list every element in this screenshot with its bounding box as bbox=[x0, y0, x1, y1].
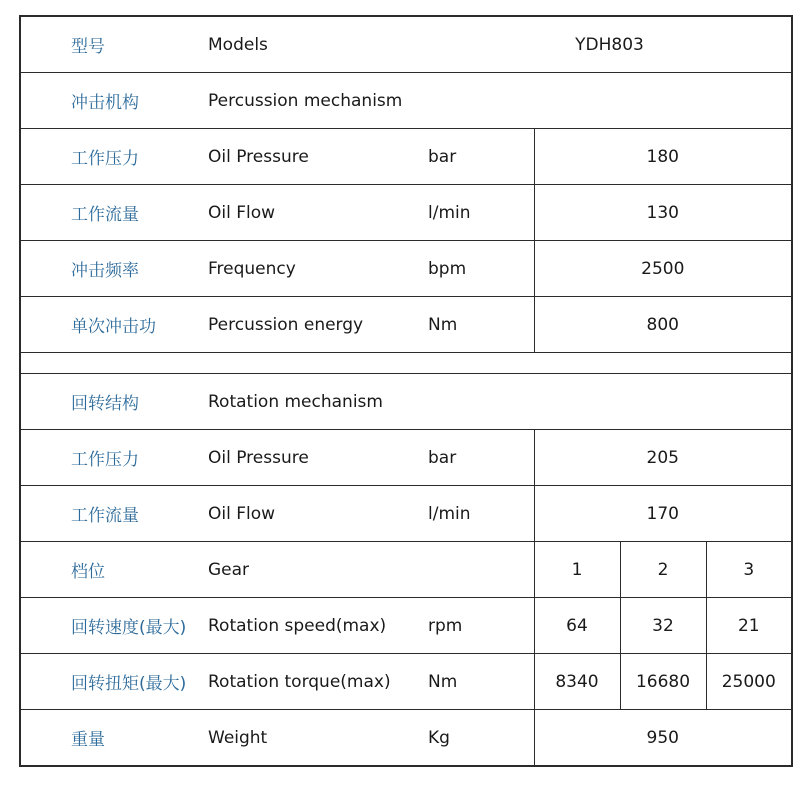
row-label-cn: 工作流量 bbox=[71, 205, 139, 225]
speed-label-cn: 回转速度(最大) bbox=[71, 618, 187, 638]
models-label-en: Models bbox=[208, 34, 268, 55]
gear-row bbox=[20, 542, 792, 598]
row-label-cn: 工作流量 bbox=[71, 506, 139, 526]
row-value: 130 bbox=[534, 185, 792, 241]
table-row bbox=[20, 486, 792, 542]
table-row bbox=[20, 185, 792, 241]
torque-row bbox=[20, 654, 792, 710]
table-row bbox=[20, 297, 792, 353]
row-unit: bar bbox=[428, 447, 457, 468]
spacer-row bbox=[20, 353, 792, 374]
row-label-cn: 冲击频率 bbox=[71, 261, 139, 281]
weight-label-en: Weight bbox=[208, 727, 268, 748]
model-name: YDH803 bbox=[428, 16, 792, 73]
spec-table bbox=[19, 15, 793, 767]
weight-unit: Kg bbox=[428, 727, 450, 748]
row-value: 800 bbox=[534, 297, 792, 353]
row-unit: l/min bbox=[428, 202, 471, 223]
table-row bbox=[20, 241, 792, 297]
percussion-title-en: Percussion mechanism bbox=[208, 90, 403, 111]
rotation-section-row bbox=[20, 374, 792, 430]
speed-unit: rpm bbox=[428, 615, 463, 636]
row-label-cn: 工作压力 bbox=[71, 149, 139, 169]
gear-label-en: Gear bbox=[208, 559, 250, 580]
torque-gear-3: 25000 bbox=[706, 654, 792, 710]
gear-3: 3 bbox=[706, 542, 792, 598]
percussion-title-cn: 冲击机构 bbox=[71, 93, 139, 113]
table-row bbox=[20, 129, 792, 185]
rotation-title-cn: 回转结构 bbox=[71, 394, 139, 414]
row-label-en: Oil Pressure bbox=[208, 146, 309, 167]
row-unit: bar bbox=[428, 146, 457, 167]
speed-gear-1: 64 bbox=[534, 598, 620, 654]
torque-gear-2: 16680 bbox=[620, 654, 706, 710]
torque-label-cn: 回转扭矩(最大) bbox=[71, 674, 187, 694]
row-label-cn: 单次冲击功 bbox=[71, 317, 156, 337]
torque-unit: Nm bbox=[428, 671, 458, 692]
torque-gear-1: 8340 bbox=[534, 654, 620, 710]
row-label-en: Percussion energy bbox=[208, 314, 364, 335]
row-label-en: Oil Pressure bbox=[208, 447, 309, 468]
table-row bbox=[20, 430, 792, 486]
gear-1: 1 bbox=[534, 542, 620, 598]
row-value: 170 bbox=[534, 486, 792, 542]
rotation-title-en: Rotation mechanism bbox=[208, 391, 383, 412]
gear-2: 2 bbox=[620, 542, 706, 598]
gear-label-cn: 档位 bbox=[71, 562, 105, 582]
row-value: 180 bbox=[534, 129, 792, 185]
speed-gear-3: 21 bbox=[706, 598, 792, 654]
models-row bbox=[20, 16, 792, 73]
speed-label-en: Rotation speed(max) bbox=[208, 615, 387, 636]
torque-label-en: Rotation torque(max) bbox=[208, 671, 391, 692]
speed-gear-2: 32 bbox=[620, 598, 706, 654]
row-value: 2500 bbox=[534, 241, 792, 297]
row-unit: l/min bbox=[428, 503, 471, 524]
row-label-en: Frequency bbox=[208, 258, 296, 279]
percussion-section-row bbox=[20, 73, 792, 129]
speed-row bbox=[20, 598, 792, 654]
row-unit: Nm bbox=[428, 314, 458, 335]
weight-value: 950 bbox=[534, 710, 792, 767]
row-label-en: Oil Flow bbox=[208, 202, 276, 223]
models-label-cn: 型号 bbox=[71, 37, 105, 57]
weight-label-cn: 重量 bbox=[71, 730, 105, 750]
row-unit: bpm bbox=[428, 258, 467, 279]
weight-row bbox=[20, 710, 792, 767]
row-label-en: Oil Flow bbox=[208, 503, 276, 524]
row-label-cn: 工作压力 bbox=[71, 450, 139, 470]
row-value: 205 bbox=[534, 430, 792, 486]
